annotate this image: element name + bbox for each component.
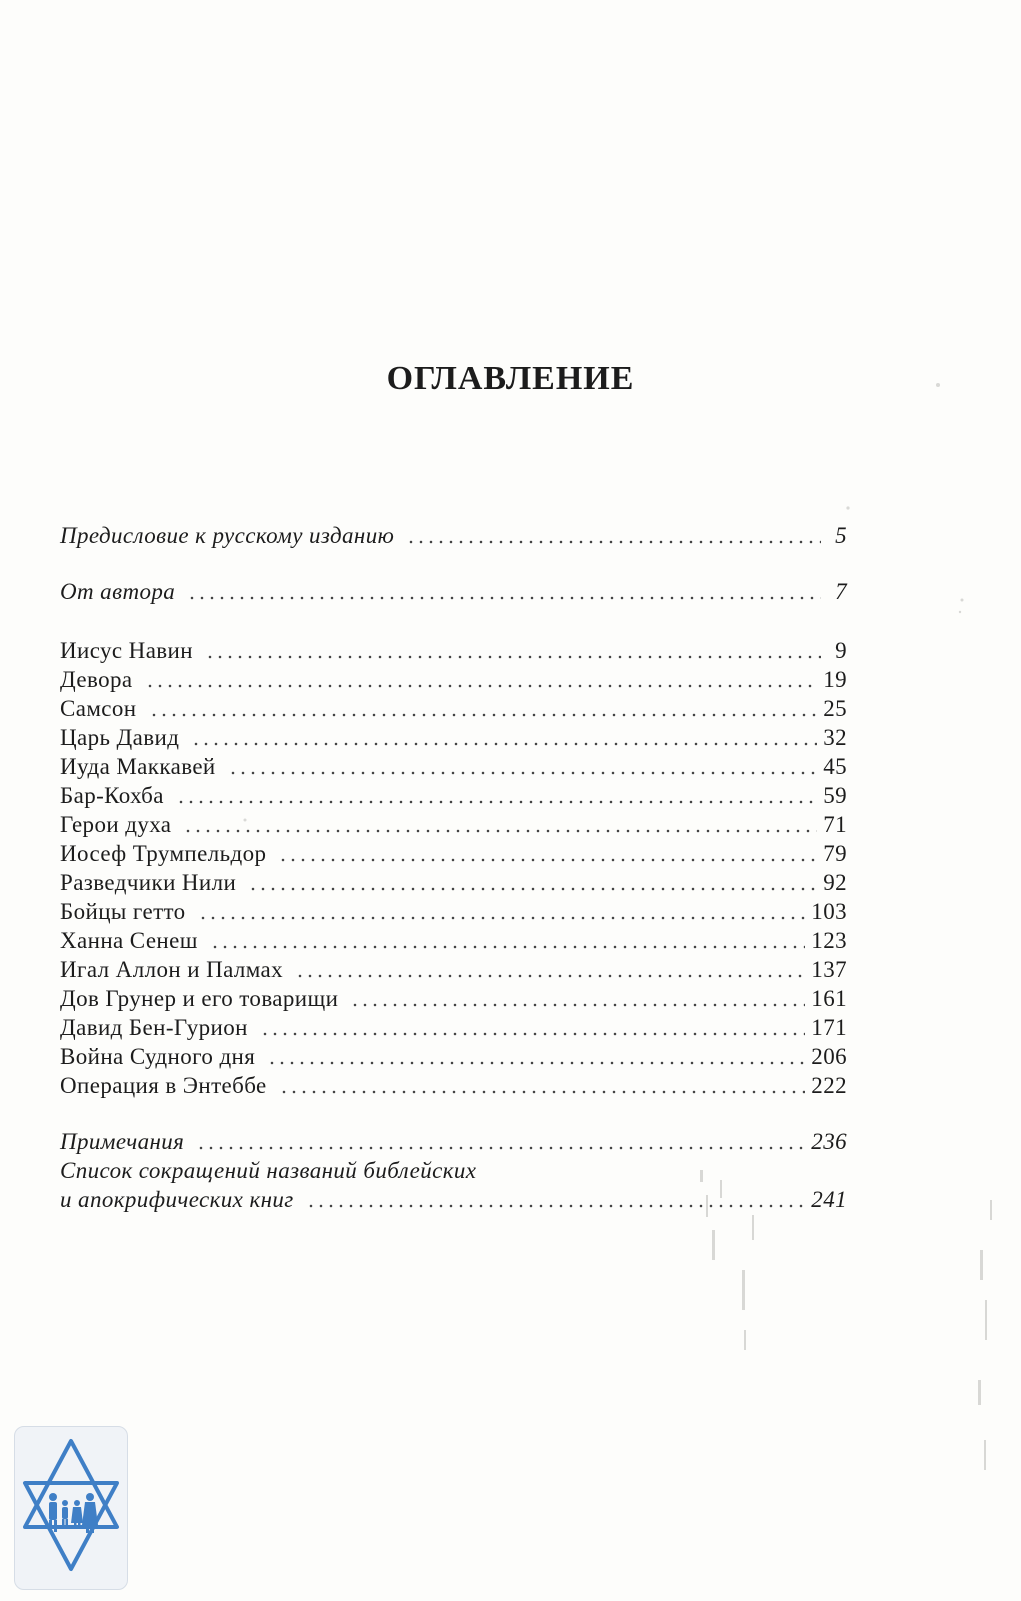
toc-entry-page: 137 — [811, 957, 847, 982]
toc-entry-page: 32 — [823, 725, 847, 750]
toc-entry-page: 45 — [823, 754, 847, 779]
toc-entry-page: 19 — [823, 667, 847, 692]
toc-entry-page: 123 — [811, 928, 847, 953]
toc-entry-page: 222 — [811, 1073, 847, 1098]
toc-entry-label: Ханна Сенеш — [60, 928, 198, 953]
toc-entry-label: От автора — [60, 579, 176, 604]
toc-entry-label: Герои духа — [60, 812, 172, 837]
toc-entry-label: Война Судного дня — [60, 1044, 256, 1069]
toc-entry-page: 79 — [823, 841, 847, 866]
toc-entry-label: Бойцы гетто — [60, 899, 186, 924]
toc-entry-label: Примечания — [60, 1129, 185, 1154]
toc-entry-page: 7 — [835, 579, 847, 604]
toc-entry-label: Игал Аллон и Палмах — [60, 957, 284, 982]
toc-entry-label: Бар-Кохба — [60, 783, 164, 808]
toc-entry-label: Иуда Маккавей — [60, 754, 216, 779]
toc-entry-label: Предисловие к русскому изданию — [60, 523, 395, 548]
star-of-david-family-logo-icon — [15, 1427, 127, 1589]
toc-entry-label: и апокрифических книг — [60, 1187, 294, 1212]
toc-entry-page: 5 — [835, 523, 847, 548]
toc-entry-page: 92 — [823, 870, 847, 895]
toc-entry-label: Иисус Навин — [60, 638, 193, 663]
toc-entry-page: 241 — [811, 1187, 847, 1212]
toc-entry-page: 71 — [823, 812, 847, 837]
toc-entry-page: 103 — [811, 899, 847, 924]
toc-entry-label: Самсон — [60, 696, 137, 721]
toc-entry-page: 25 — [823, 696, 847, 721]
toc-entry-label: Дов Грунер и его товарищи — [60, 986, 339, 1011]
toc-entry-label: Девора — [60, 667, 133, 692]
toc-entry-page: 171 — [811, 1015, 847, 1040]
page-title: ОГЛАВЛЕНИЕ — [386, 360, 635, 397]
toc-entry-page: 236 — [811, 1129, 847, 1154]
toc-entry-label: Операция в Энтеббе — [60, 1073, 267, 1098]
toc-entry-label: Давид Бен-Гурион — [60, 1015, 248, 1040]
toc-entry-page: 161 — [811, 986, 847, 1011]
toc-entry-label: Разведчики Нили — [60, 870, 237, 895]
toc-entry-label: Иосеф Трумпельдор — [60, 841, 267, 866]
toc-entry-abbreviations-line1[interactable]: Список сокращений названий библейских — [60, 1158, 477, 1183]
toc-entry-label: Царь Давид — [60, 725, 180, 750]
toc-entry-page: 59 — [823, 783, 847, 808]
toc-entry-page: 9 — [835, 638, 847, 663]
logo-badge — [14, 1426, 128, 1590]
toc-entry-page: 206 — [811, 1044, 847, 1069]
